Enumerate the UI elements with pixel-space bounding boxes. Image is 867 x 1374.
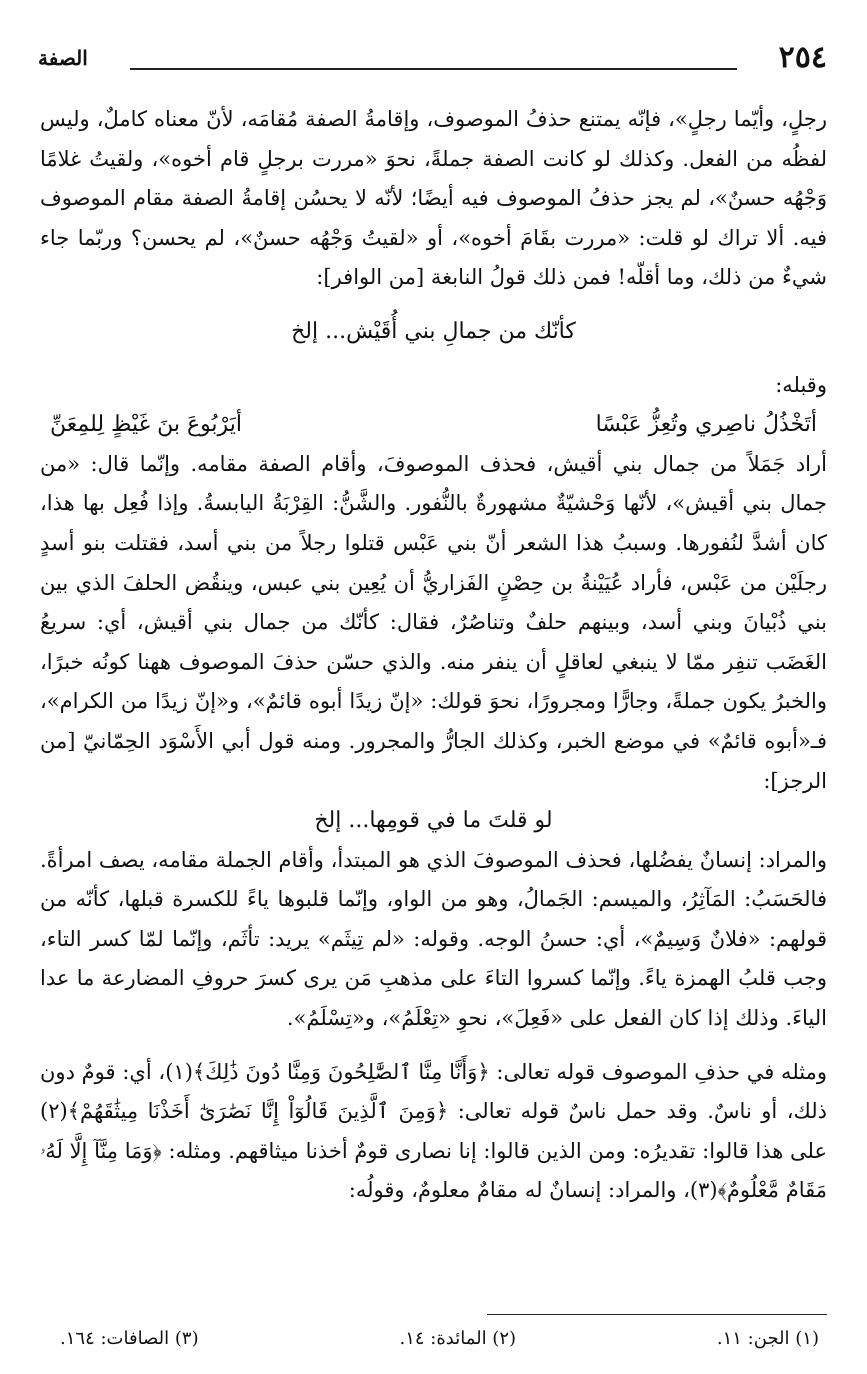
text-line: يريد: تأثَم، وإنّما لمّا كسر التاء، وجب قلبُ الهمزة ياءً. وإنّما كسروا التاءَ على مذهبِ: [40, 926, 827, 991]
page-number: ٢٥٤: [778, 40, 827, 75]
text-line: نحوَ قولك: «إنّ زيدًا أبوه قائمٌ»، و«إنّ زيدًا من الكرام»، فـ«أبوه قائمٌ» في موضع الخبر،: [40, 689, 827, 753]
text-line: والمراد: إنسانٌ يفضُلها، فحذف الموصوفَ الذي هو المبتدأ، وأقام الجملة مقامه،: [151, 847, 827, 872]
text-line: أسد، فقتلت بنو أسدٍ رجلَيْن من عَبْس، فأراد عُيَيْنةُ بن حِصْنٍ الفَزاريُّ أن يُعِين بني: [40, 530, 827, 595]
text-line: فُعِل بها هذا، كان أشدَّ لنُفورها. وسببُ هذا الشعر أنّ بني عَبْس قتلوا رجلاً من بني: [40, 491, 827, 555]
verse-couplet: [40, 405, 827, 445]
text-line: ومثله في حذفِ الموصوف قوله تعالى: ﴿وَأَنَّا مِنَّا ٱلصَّٰلِحُونَ وَمِنَّا دُونَ ذَٰلِكَ﴾(١)، أي:: [122, 1059, 827, 1084]
footnotes: [60, 1318, 819, 1358]
text-line: كأنّك من جمال بني أقيش، أي: سريعُ الغَضَب تنفِر ممّا لا ينبغي لعاقلٍ أن ينفر منه.: [40, 610, 827, 674]
text-line: «تِعْلَمُ»، و«تِسْلَمُ».: [286, 1006, 451, 1031]
before-label: وقبله:: [775, 372, 827, 397]
paragraph-2: [40, 445, 827, 801]
text-line: قال: «من جمال بني أقيش»، لأنّها وَحْشيّةٌ مشهورةٌ بالنُّفور. والشَّنُّ: القِرْبَةُ اليابسةُ. وإذا: [40, 451, 827, 516]
page-header: [30, 40, 837, 80]
paragraph-3: [40, 841, 827, 1039]
verse-second-hemistich: أيَرْبُوعَ بنَ غَيْظٍ لِلمِعَنِّ: [50, 412, 242, 438]
text-line: الموصوف فيه. ألا تراك لو قلت: «مررت بقَامَ أخوه»، أو «لقيتُ وَجْهُه حسنٌ»، لم يحسن؟: [40, 186, 827, 250]
verse-aswad: لو قلتَ ما في قومِها... إلخ: [314, 808, 553, 834]
paragraph-4: [40, 1053, 827, 1211]
verse-first-hemistich: أتَخْذُلُ ناصِري وتُعِزُّ عَبْسًا: [595, 412, 817, 438]
text-line: ولقيتُ غلامًا وَجْهُه حسنٌ»، لم يجز حذفُ الموصوف فيه أيضًا؛ لأنّه لا يحسُن إقامةُ الصفة مقام: [40, 146, 827, 211]
text-line: أراد جَمَلاً من جمال بني أقيش، فحذف الموصوفَ، وأقام الصفة مقامه. وإنّما: [139, 451, 827, 476]
text-line: يصف امرأةً. فالحَسَبُ: المَآثِرُ، والميسم: الجَمالُ، وهو من الواو، وإنّما قلبوها ياءً: [40, 847, 827, 912]
running-title: الصفة: [38, 46, 88, 70]
paragraph-1: [40, 100, 827, 298]
footnote-1: (١) الجن: ١١.: [716, 1327, 819, 1349]
text-line: ميثاقهم. ومثله: ﴿وَمَا مِنَّآ إِلَّا لَهُۥ مَقَامٌ مَّعْلُومٌ﴾(٣)، والمراد: إنسانٌ له مقامٌ معلومٌ، وقولُه:: [40, 1138, 827, 1203]
text-line: وربّما جاء شيءٌ من ذلك، وما أقلّه! فمن ذلك قولُ النابغة [من الوافر]:: [40, 225, 827, 290]
header-rule: [130, 68, 737, 70]
text-line: عبس، وينقُض الحلفَ الذي بين بني ذُبْيانَ وبني أسد، وبينهم حلفٌ وتناصُرٌ، فقال:: [40, 570, 828, 635]
text-line: رجلٍ، وأيّما رجلٍ»، فإنّه يمتنع حذفُ الموصوف، وإقامةُ الصفة مُقامَه، لأنّ معناه كاملٌ،: [96, 107, 827, 131]
text-line: للكسرة قبلها، كأنّه من قولهم: «فلانٌ وَسِيمٌ»، أي: حسنُ الوجه. وقوله: «لم تِيثَم»: [40, 887, 827, 951]
text-line: مَن يرى كسرَ حروفِ المضارعة ما عدا الياءَ. وذلك إذا كان الفعل على «فَعِلَ»، نحوِ: [40, 966, 827, 1031]
text-line: والذي حسّن حذفَ الموصوف ههنا كونُه خبرًا، والخبرُ يكون جملةً، وجارًّا ومجرورًا،: [40, 649, 827, 714]
footnote-rule: [487, 1314, 827, 1315]
text-line: قومٌ دون ذلك، أو ناسٌ. وقد حمل ناسٌ قوله تعالى: ﴿وَمِنَ ٱلَّذِينَ قَالُوٓاْ إِنَّا نَصَٰرَىٰٓ: [40, 1059, 827, 1124]
main-text: [40, 100, 827, 1211]
text-line: وليس لفظُه من الفعل. وكذلك لو كانت الصفة جملةً، نحوَ «مررت برجلٍ قام أخوه»،: [40, 107, 827, 171]
text-line: وكذلك الجارُّ والمجرور. ومنه قول أبي الأَسْوَد الحِمّانيّ [من الرجز]:: [40, 728, 827, 793]
text-line: أَخَذْنَا مِيثَٰقَهُمْ﴾(٢) على هذا قالوا: تقديرُه: ومن الذين قالوا: إنا نصارى قومٌ أخذنا: [40, 1099, 827, 1163]
footnote-3: (٣) الصافات: ١٦٤.: [60, 1327, 199, 1349]
footnote-2: (٢) المائدة: ١٤.: [399, 1327, 517, 1349]
verse-nabigha: كأنّك من جمالِ بني أُقَيْش... إلخ: [291, 318, 576, 344]
